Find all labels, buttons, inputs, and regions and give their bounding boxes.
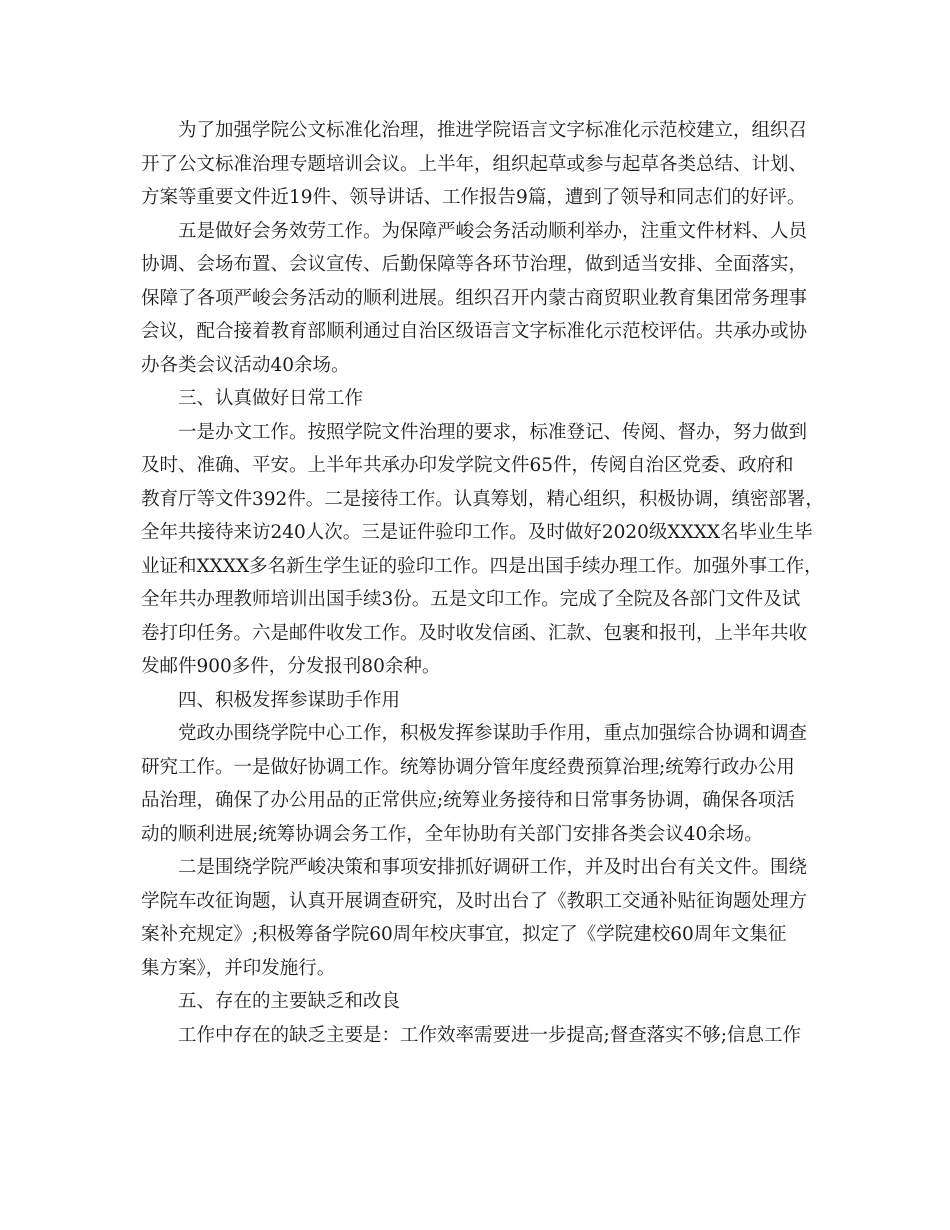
text-line: 会议，配合接着教育部顺利通过自治区级语言文字标准化示范校评估。共承办或协	[141, 321, 808, 342]
text-line: 开了公文标准治理专题培训会议。上半年，组织起草或参与起草各类总结、计划、	[141, 153, 808, 175]
text-line: 发邮件900多件，分发报刊80余种。	[141, 656, 441, 677]
text-line: 四、积极发挥参谋助手作用	[178, 689, 401, 711]
text-line: 动的顺利进展;统筹协调会务工作，全年协助有关部门安排各类会议40余场。	[141, 823, 763, 845]
text-line: 保障了各项严峻会务活动的顺利进展。组织召开内蒙古商贸职业教育集团常务理事	[141, 287, 808, 309]
text-line: 协调、会场布置、会议宣传、后勤保障等各环节治理，做到适当安排、全面落实，	[141, 254, 808, 275]
text-line: 品治理，确保了办公用品的正常供应;统筹业务接待和日常事务协调，确保各项活	[141, 790, 795, 811]
text-line: 二是围绕学院严峻决策和事项安排抓好调研工作，并及时出台有关文件。围绕	[178, 857, 808, 878]
document-body	[141, 114, 824, 1052]
text-line: 办各类会议活动40余场。	[141, 354, 350, 376]
text-line: 全年共办理教师培训出国手续3份。五是文印工作。完成了全院及各部门文件及试	[141, 589, 801, 610]
text-line: 五是做好会务效劳工作。为保障严峻会务活动顺利举办，注重文件材料、人员	[178, 220, 808, 242]
text-line: 工作中存在的缺乏主要是：工作效率需要进一步提高;督查落实不够;信息工作	[178, 1024, 801, 1046]
text-line: 三、认真做好日常工作	[178, 388, 364, 409]
text-line: 学院车改征询题，认真开展调查研究，及时出台了《教职工交通补贴征询题处理方	[141, 890, 808, 912]
text-line: 方案等重要文件近19件、领导讲话、工作报告9篇，遭到了领导和同志们的好评。	[141, 187, 806, 208]
text-line: 五、存在的主要缺乏和改良	[178, 991, 401, 1012]
text-line: 卷打印任务。六是邮件收发工作。及时收发信函、汇款、包裹和报刊，上半年共收	[141, 622, 808, 644]
text-line: 党政办围绕学院中心工作，积极发挥参谋助手作用，重点加强综合协调和调查	[178, 723, 808, 744]
text-line: 集方案》，并印发施行。	[141, 957, 336, 979]
text-line: 为了加强学院公文标准化治理，推进学院语言文字标准化示范校建立，组织召	[178, 120, 808, 141]
text-line: 研究工作。一是做好协调工作。统筹协调分管年度经费预算治理;统筹行政办公用	[141, 756, 795, 778]
text-line: 业证和XXXX多名新生学生证的验印工作。四是出国手续办理工作。加强外事工作，	[141, 555, 823, 577]
text-line: 全年共接待来访240人次。三是证件验印工作。及时做好2020级XXXX名毕业生毕	[141, 522, 813, 543]
text-line: 案补充规定》;积极筹备学院60周年校庆事宜，拟定了《学院建校60周年文集征	[141, 924, 787, 945]
text-line: 教育厅等文件392件。二是接待工作。认真筹划，精心组织，积极协调，缜密部署，	[141, 488, 824, 510]
text-line: 及时、准确、平安。上半年共承办印发学院文件65件，传阅自治区党委、政府和	[141, 455, 794, 476]
text-line: 一是办文工作。按照学院文件治理的要求，标准登记、传阅、督办，努力做到	[178, 421, 808, 443]
